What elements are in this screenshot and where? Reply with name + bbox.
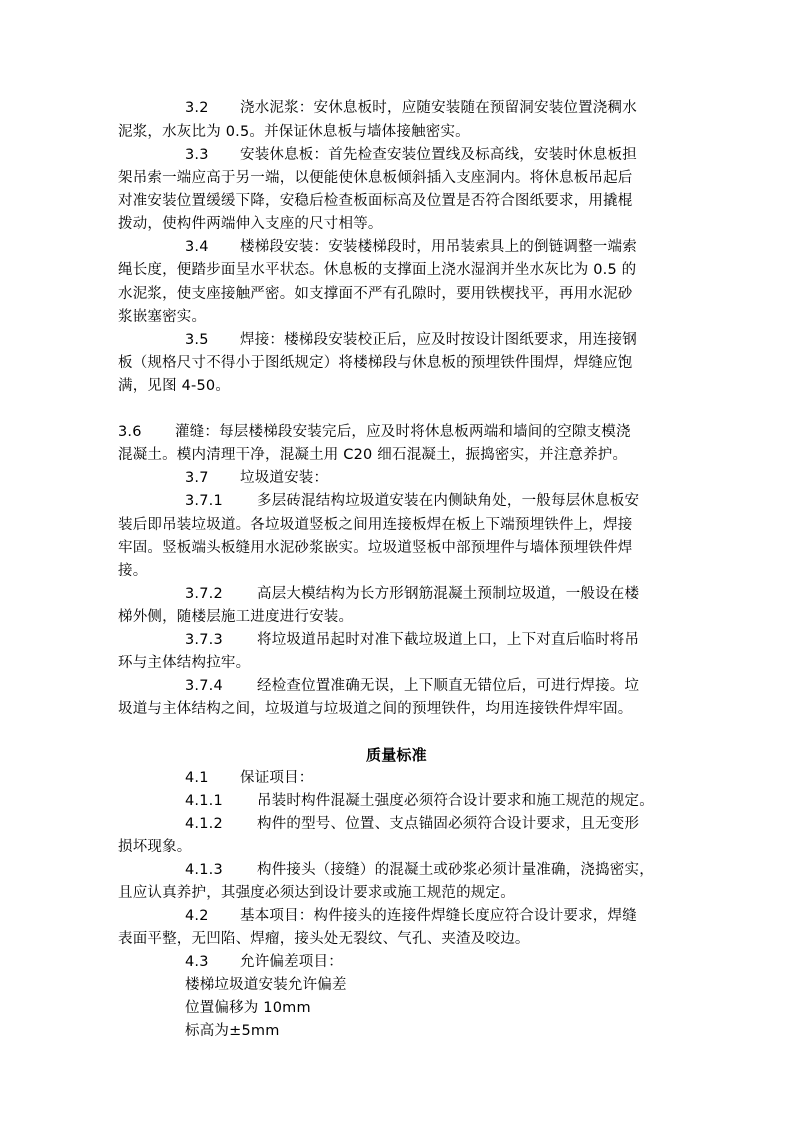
section-3-3-text: 架吊索一端应高于另一端，以便能使休息板倾斜插入支座洞内。将休息板吊起后 [118, 170, 633, 186]
section-3-5-text: 焊接：楼梯段安装校正后，应及时按设计图纸要求，用连接钢 [240, 332, 637, 348]
section-3-7-4-text: 经检查位置准确无误，上下顺直无错位后，可进行焊接。垃 [257, 678, 640, 694]
section-3-3-text: 拨动，使构件两端伸入支座的尺寸相等。 [118, 216, 383, 232]
section-3-5-text: 满，见图 4-50。 [118, 378, 231, 394]
section-4-1-number: 4.1 [185, 770, 209, 786]
section-3-7-3-number: 3.7.3 [185, 632, 223, 648]
section-3-7-3-text: 环与主体结构拉牢。 [118, 655, 251, 671]
section-4-2-number: 4.2 [185, 908, 209, 924]
section-3-4-text: 绳长度，便踏步面呈水平状态。休息板的支撑面上浇水湿润并坐水灰比为 0.5 的 [118, 262, 637, 278]
tolerance-position-offset: 位置偏移为 10mm [185, 1000, 311, 1016]
section-3-7-1-number: 3.7.1 [185, 493, 223, 509]
section-4-1-3-text: 且应认真养护，其强度必须达到设计要求或施工规范的规定。 [118, 885, 515, 901]
section-4-3-number: 4.3 [185, 954, 209, 970]
section-3-7-4-number: 3.7.4 [185, 678, 223, 694]
tolerance-title: 楼梯垃圾道安装允许偏差 [185, 977, 347, 993]
section-3-4-text: 水泥浆，使支座接触严密。如支撑面不严有孔隙时，要用铁楔找平，再用水泥砂 [118, 286, 633, 302]
section-3-6-number: 3.6 [118, 424, 142, 440]
section-3-7-1-text: 多层砖混结构垃圾道安装在内侧缺角处，一般每层休息板安 [257, 493, 640, 509]
section-3-7-4-text: 圾道与主体结构之间，垃圾道与垃圾道之间的预埋铁件，均用连接铁件焊牢固。 [118, 701, 633, 717]
section-3-4-text: 楼梯段安装：安装楼梯段时，用吊装索具上的倒链调整一端索 [240, 239, 637, 255]
section-3-4-text: 浆嵌塞密实。 [118, 309, 207, 325]
section-3-5-number: 3.5 [185, 332, 209, 348]
section-3-7-1-text: 接。 [118, 563, 148, 579]
section-3-6-text: 灌缝：每层楼梯段安装完后，应及时将休息板两端和墙间的空隙支模浇 [175, 424, 631, 440]
section-3-7-2-text: 高层大模结构为长方形钢筋混凝土预制垃圾道，一般设在楼 [257, 586, 640, 602]
section-4-2-text: 表面平整，无凹陷、焊瘤，接头处无裂纹、气孔、夹渣及咬边。 [118, 931, 530, 947]
quality-standard-heading: 质量标准 [366, 746, 427, 764]
section-3-7-3-text: 将垃圾道吊起时对准下截垃圾道上口，上下对直后临时将吊 [257, 632, 640, 648]
section-3-4-number: 3.4 [185, 239, 209, 255]
section-3-7-number: 3.7 [185, 470, 209, 486]
section-4-3-text: 允许偏差项目： [240, 954, 343, 970]
section-3-7-2-text: 梯外侧，随楼层施工进度进行安装。 [118, 609, 354, 625]
tolerance-elevation: 标高为±5mm [185, 1023, 280, 1039]
section-3-5-text: 板（规格尺寸不得小于图纸规定）将楼梯段与休息板的预埋铁件围焊，焊缝应饱 [118, 355, 633, 371]
section-3-7-text: 垃圾道安装： [240, 470, 329, 486]
section-4-2-text: 基本项目：构件接头的连接件焊缝长度应符合设计要求，焊缝 [240, 908, 637, 924]
section-4-1-1-text: 吊装时构件混凝土强度必须符合设计要求和施工规范的规定。 [257, 793, 654, 809]
section-3-7-1-text: 牢固。竖板端头板缝用水泥砂浆嵌实。垃圾道竖板中部预埋件与墙体预埋铁件焊 [118, 540, 633, 556]
section-3-2-text: 浇水泥浆：安休息板时，应随安装随在预留洞安装位置浇稠水 [240, 100, 637, 116]
section-3-3-number: 3.3 [185, 147, 209, 163]
section-3-3-text: 安装休息板：首先检查安装位置线及标高线，安装时休息板担 [240, 147, 637, 163]
section-3-7-2-number: 3.7.2 [185, 586, 223, 602]
section-3-6-text: 混凝土。模内清理干净，混凝土用 C20 细石混凝土，振捣密实，并注意养护。 [118, 447, 628, 463]
section-3-2-number: 3.2 [185, 100, 209, 116]
section-4-1-text: 保证项目： [240, 770, 314, 786]
section-4-1-3-number: 4.1.3 [185, 862, 223, 878]
section-4-1-1-number: 4.1.1 [185, 793, 223, 809]
section-3-3-text: 对准安装位置缓缓下降，安稳后检查板面标高及位置是否符合图纸要求，用撬棍 [118, 193, 633, 209]
section-3-2-text: 泥浆，水灰比为 0.5。并保证休息板与墙体接触密实。 [118, 124, 470, 140]
section-3-7-1-text: 装后即吊装垃圾道。各垃圾道竖板之间用连接板焊在板上下端预埋铁件上，焊接 [118, 517, 633, 533]
section-4-1-3-text: 构件接头（接缝）的混凝土或砂浆必须计量准确，浇捣密实， [257, 862, 654, 878]
section-4-1-2-text: 构件的型号、位置、支点锚固必须符合设计要求，且无变形 [257, 816, 640, 832]
section-4-1-2-text: 损坏现象。 [118, 839, 192, 855]
section-4-1-2-number: 4.1.2 [185, 816, 223, 832]
